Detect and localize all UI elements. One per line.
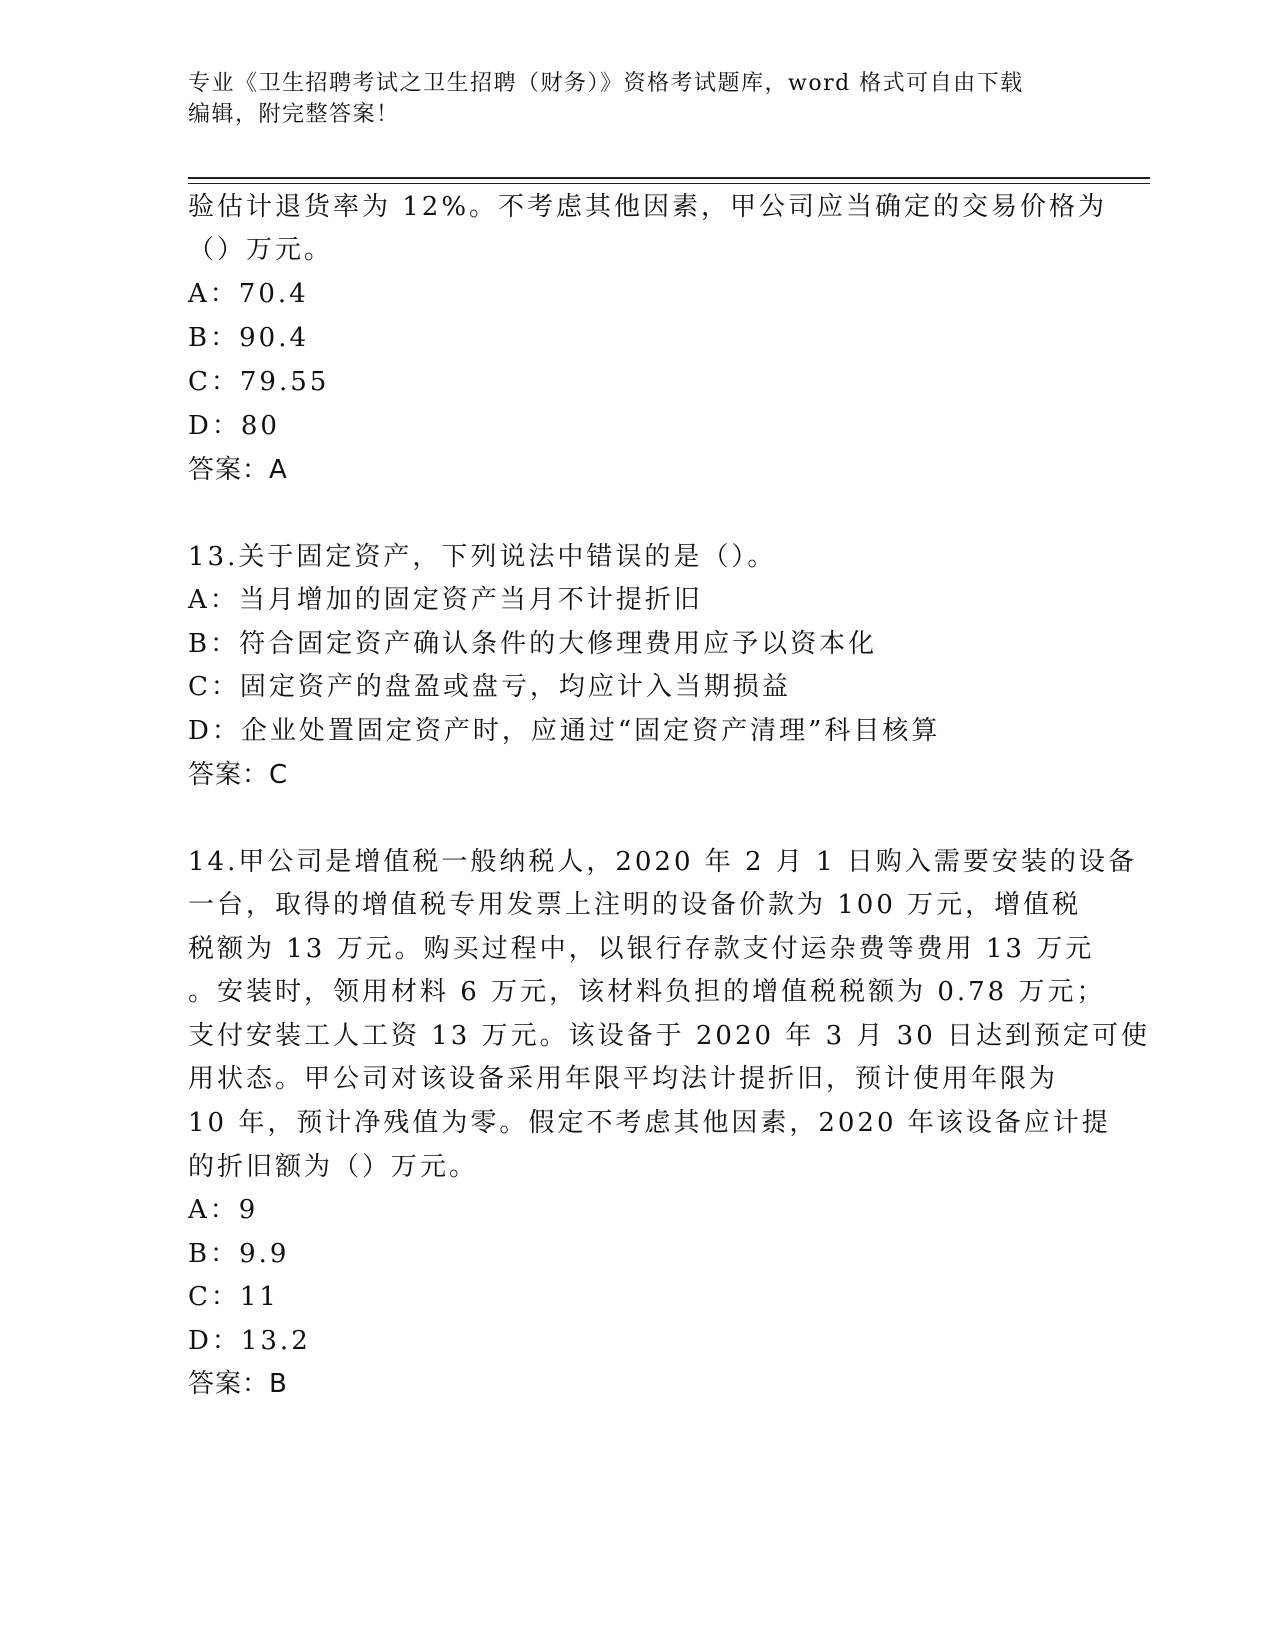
q12-option-c: C：79.55 xyxy=(188,367,330,397)
q12-option-a: A：70.4 xyxy=(188,279,309,309)
q12-option-b: B：90.4 xyxy=(188,323,309,353)
q12-option-d: D：80 xyxy=(188,411,280,441)
q13-option-a: A：当月增加的固定资产当月不计提折旧 xyxy=(188,585,703,615)
q14-option-c: C：11 xyxy=(188,1282,279,1312)
q14-text-line: 14.甲公司是增值税一般纳税人，2020 年 2 月 1 日购入需要安装的设备 xyxy=(188,847,1137,877)
q12-text-line: 验估计退货率为 12%。不考虑其他因素，甲公司应当确定的交易价格为 xyxy=(188,192,1108,222)
header-rule-thick xyxy=(188,177,1150,179)
q12-answer: 答案：A xyxy=(188,455,288,485)
q13-text-line: 13.关于固定资产，下列说法中错误的是（）。 xyxy=(188,542,777,572)
q12-text-line: （）万元。 xyxy=(188,235,334,265)
header-line-2: 编辑，附完整答案！ xyxy=(188,102,400,127)
q14-option-a: A：9 xyxy=(188,1195,259,1225)
q14-text-line: 支付安装工人工资 13 万元。该设备于 2020 年 3 月 30 日达到预定可使 xyxy=(188,1021,1150,1051)
header-rule-thin xyxy=(188,183,1150,184)
q13-option-b: B：符合固定资产确认条件的大修理费用应予以资本化 xyxy=(188,629,878,659)
q14-text-line: 一台，取得的增值税专用发票上注明的设备价款为 100 万元，增值税 xyxy=(188,890,1082,920)
q14-text-line: 。安装时，领用材料 6 万元，该材料负担的增值税税额为 0.78 万元； xyxy=(188,977,1106,1007)
document-header xyxy=(188,68,1088,130)
q14-option-d: D：13.2 xyxy=(188,1326,311,1356)
header-line-1: 专业《卫生招聘考试之卫生招聘（财务）》资格考试题库，word 格式可自由下载 xyxy=(188,71,1024,96)
q14-text-line: 税额为 13 万元。购买过程中，以银行存款支付运杂费等费用 13 万元 xyxy=(188,934,1095,964)
q14-option-b: B：9.9 xyxy=(188,1239,290,1269)
q13-option-c: C：固定资产的盘盈或盘亏，均应计入当期损益 xyxy=(188,672,791,702)
q13-answer: 答案：C xyxy=(188,760,289,790)
q14-answer: 答案：B xyxy=(188,1369,288,1399)
q14-text-line: 用状态。甲公司对该设备采用年限平均法计提折旧，预计使用年限为 xyxy=(188,1064,1059,1094)
q13-option-d: D：企业处置固定资产时，应通过“固定资产清理”科目核算 xyxy=(188,716,941,746)
q14-text-line: 10 年，预计净残值为零。假定不考虑其他因素，2020 年该设备应计提 xyxy=(188,1108,1111,1138)
q14-text-line: 的折旧额为（）万元。 xyxy=(188,1152,479,1182)
